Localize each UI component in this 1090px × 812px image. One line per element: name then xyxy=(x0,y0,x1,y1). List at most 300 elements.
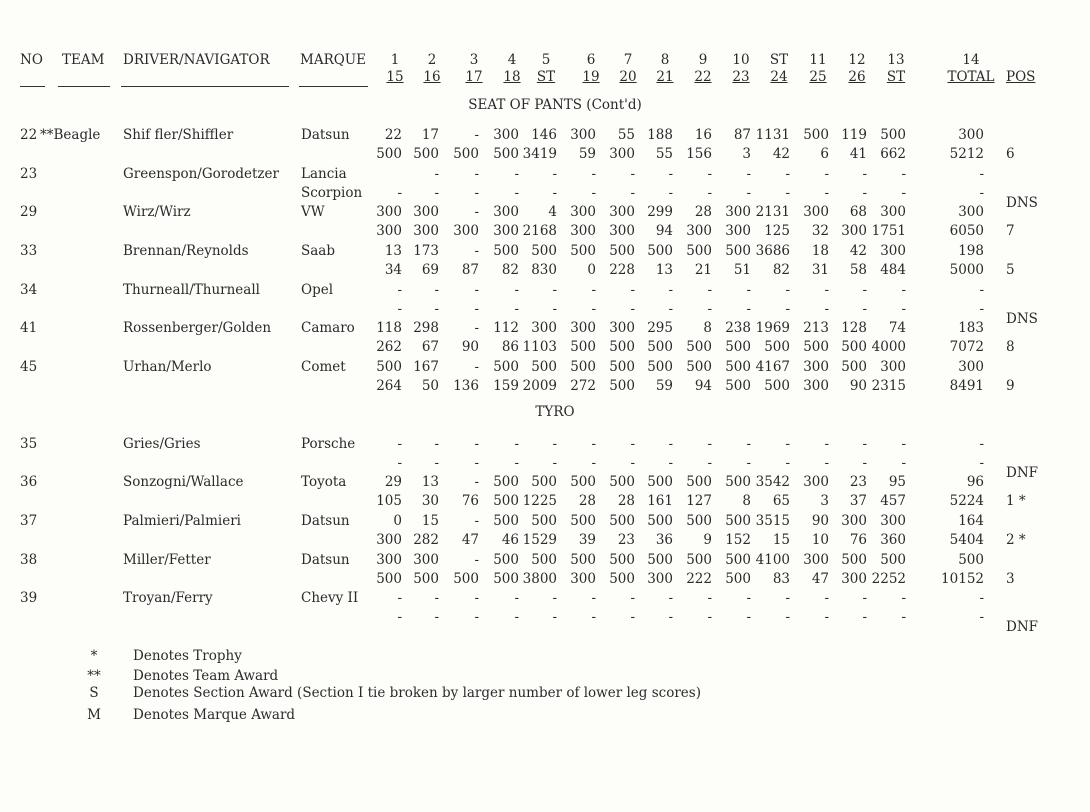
leg-score-bottom: - xyxy=(824,455,829,471)
leg-score-top: 300 xyxy=(725,204,751,220)
leg-score-bottom: - xyxy=(591,185,596,201)
leg-score-top: 188 xyxy=(647,127,673,143)
leg-score-bottom: 28 xyxy=(578,493,596,509)
leg-score-top: - xyxy=(474,359,479,375)
leg-score-top: 1131 xyxy=(755,127,790,143)
leg-score-top: - xyxy=(434,166,439,182)
leg-score-bottom: - xyxy=(434,609,439,625)
leg-score-bottom: 500 xyxy=(725,378,751,394)
leg-score-bottom: 300 xyxy=(376,532,402,548)
leg-score-bottom: 15 xyxy=(772,532,790,548)
leg-score-top: 298 xyxy=(413,320,439,336)
leg-score-bottom: 37 xyxy=(849,493,867,509)
leg-score-top: 300 xyxy=(803,359,829,375)
leg-score-bottom: 94 xyxy=(655,223,673,239)
header-leg-top: 8 xyxy=(660,52,670,68)
car-number: 23 xyxy=(20,166,38,182)
leg-score-bottom: - xyxy=(707,301,712,317)
leg-score-top: 90 xyxy=(811,513,829,529)
leg-score-bottom: 500 xyxy=(570,339,596,355)
leg-score-bottom: 8 xyxy=(742,493,751,509)
leg-score-bottom: 2009 xyxy=(522,378,557,394)
leg-score-bottom: 662 xyxy=(880,146,906,162)
leg-score-bottom: 59 xyxy=(655,378,673,394)
leg-score-bottom: - xyxy=(630,609,635,625)
leg-score-bottom: 500 xyxy=(609,378,635,394)
leg-score-top: - xyxy=(630,282,635,298)
leg-score-top: 500 xyxy=(570,552,596,568)
leg-score-bottom: - xyxy=(552,301,557,317)
leg-score-bottom: 1103 xyxy=(522,339,557,355)
leg-score-bottom: 31 xyxy=(811,262,829,278)
header-rule-driver xyxy=(121,86,289,87)
leg-score-top: 238 xyxy=(725,320,751,336)
leg-score-bottom: - xyxy=(746,185,751,201)
header-leg-bottom: TOTAL xyxy=(947,69,995,85)
leg-score-top: - xyxy=(591,166,596,182)
leg-score-top: 183 xyxy=(958,320,984,336)
leg-score-top: 300 xyxy=(880,243,906,259)
car-number: 41 xyxy=(20,320,38,336)
leg-score-top: - xyxy=(785,436,790,452)
leg-score-bottom: 2315 xyxy=(871,378,906,394)
car-number: 34 xyxy=(20,282,38,298)
marque: Datsun xyxy=(301,552,350,568)
leg-score-top: - xyxy=(434,590,439,606)
team-name: **Beagle xyxy=(40,127,101,143)
leg-score-bottom: - xyxy=(668,301,673,317)
leg-score-top: - xyxy=(591,282,596,298)
leg-score-top: 300 xyxy=(609,320,635,336)
leg-score-bottom: 500 xyxy=(413,571,439,587)
leg-score-bottom: - xyxy=(746,301,751,317)
leg-score-bottom: 300 xyxy=(647,571,673,587)
leg-score-top: 4 xyxy=(548,204,557,220)
leg-score-top: 0 xyxy=(393,513,402,529)
legend-symbol: * xyxy=(90,648,98,664)
position: 5 xyxy=(1006,262,1015,278)
marque: Saab xyxy=(301,243,335,259)
leg-score-top: - xyxy=(552,436,557,452)
leg-score-top: 300 xyxy=(880,204,906,220)
header-leg-bottom: ST xyxy=(886,69,906,85)
leg-score-top: 500 xyxy=(647,359,673,375)
leg-score-top: - xyxy=(514,590,519,606)
leg-score-bottom: - xyxy=(785,455,790,471)
leg-score-bottom: 23 xyxy=(617,532,635,548)
leg-score-top: - xyxy=(668,436,673,452)
leg-score-top: 2131 xyxy=(755,204,790,220)
position: 1 * xyxy=(1006,493,1026,509)
leg-score-bottom: 2252 xyxy=(871,571,906,587)
marque: Opel xyxy=(301,282,334,298)
leg-score-top: - xyxy=(552,282,557,298)
leg-score-top: 198 xyxy=(958,243,984,259)
header-leg-bottom: 22 xyxy=(694,69,712,85)
leg-score-top: - xyxy=(474,243,479,259)
driver-navigator: Sonzogni/Wallace xyxy=(123,474,244,490)
leg-score-top: 500 xyxy=(570,359,596,375)
leg-score-bottom: 136 xyxy=(453,378,479,394)
leg-score-top: - xyxy=(552,590,557,606)
driver-navigator: Urhan/Merlo xyxy=(123,359,212,375)
leg-score-bottom: 90 xyxy=(461,339,479,355)
leg-score-top: 500 xyxy=(647,552,673,568)
leg-score-bottom: 500 xyxy=(453,146,479,162)
leg-score-bottom: 500 xyxy=(725,339,751,355)
leg-score-bottom: - xyxy=(397,301,402,317)
marque: VW xyxy=(301,204,325,220)
leg-score-top: 3542 xyxy=(755,474,790,490)
leg-score-bottom: - xyxy=(474,185,479,201)
leg-score-top: 300 xyxy=(803,204,829,220)
leg-score-bottom: 6 xyxy=(820,146,829,162)
leg-score-bottom: 500 xyxy=(376,146,402,162)
leg-score-top: - xyxy=(862,590,867,606)
leg-score-top: 500 xyxy=(686,552,712,568)
leg-score-bottom: 10 xyxy=(811,532,829,548)
leg-score-bottom: 6050 xyxy=(949,223,984,239)
leg-score-bottom: - xyxy=(824,185,829,201)
leg-score-top: - xyxy=(630,590,635,606)
leg-score-top: 74 xyxy=(888,320,906,336)
leg-score-bottom: 500 xyxy=(609,339,635,355)
leg-score-top: 16 xyxy=(694,127,712,143)
header-leg-bottom: 17 xyxy=(465,69,483,85)
leg-score-bottom: - xyxy=(474,609,479,625)
leg-score-bottom: 5000 xyxy=(949,262,984,278)
leg-score-top: - xyxy=(668,166,673,182)
header-driver: DRIVER/NAVIGATOR xyxy=(123,52,270,68)
leg-score-top: 500 xyxy=(880,127,906,143)
leg-score-top: 23 xyxy=(849,474,867,490)
header-leg-bottom: ST xyxy=(536,69,556,85)
driver-navigator: Shif fler/Shiffler xyxy=(123,127,234,143)
leg-score-bottom: - xyxy=(862,185,867,201)
leg-score-bottom: 830 xyxy=(531,262,557,278)
leg-score-bottom: 152 xyxy=(725,532,751,548)
leg-score-bottom: - xyxy=(397,185,402,201)
header-leg-bottom: 18 xyxy=(503,69,521,85)
leg-score-bottom: - xyxy=(552,455,557,471)
leg-score-top: 167 xyxy=(413,359,439,375)
legend-text: Denotes Section Award (Section I tie broken by larger number of lower leg scores) xyxy=(133,685,701,701)
marque: Toyota xyxy=(301,474,347,490)
leg-score-top: 300 xyxy=(570,204,596,220)
leg-score-bottom: - xyxy=(979,185,984,201)
car-number: 39 xyxy=(20,590,38,606)
leg-score-top: - xyxy=(397,282,402,298)
leg-score-top: 500 xyxy=(647,474,673,490)
leg-score-bottom: 83 xyxy=(772,571,790,587)
leg-score-top: 22 xyxy=(384,127,402,143)
leg-score-bottom: 50 xyxy=(421,378,439,394)
position: 8 xyxy=(1006,339,1015,355)
car-number: 22 xyxy=(20,127,38,143)
leg-score-top: - xyxy=(434,282,439,298)
leg-score-top: - xyxy=(746,282,751,298)
leg-score-bottom: 125 xyxy=(764,223,790,239)
header-leg-top: 13 xyxy=(887,52,905,68)
leg-score-top: - xyxy=(707,436,712,452)
leg-score-top: - xyxy=(824,166,829,182)
driver-navigator: Palmieri/Palmieri xyxy=(123,513,241,529)
leg-score-bottom: - xyxy=(591,609,596,625)
leg-score-bottom: 8491 xyxy=(949,378,984,394)
leg-score-bottom: - xyxy=(979,455,984,471)
leg-score-top: 300 xyxy=(413,552,439,568)
leg-score-top: 29 xyxy=(384,474,402,490)
leg-score-bottom: - xyxy=(746,455,751,471)
leg-score-top: - xyxy=(979,282,984,298)
header-rule-no xyxy=(20,86,45,87)
leg-score-bottom: - xyxy=(707,609,712,625)
leg-score-top: 500 xyxy=(531,474,557,490)
leg-score-top: 500 xyxy=(647,513,673,529)
header-leg-top: 5 xyxy=(541,52,551,68)
leg-score-top: 118 xyxy=(376,320,402,336)
leg-score-top: 112 xyxy=(493,320,519,336)
header-leg-bottom: 25 xyxy=(809,69,827,85)
leg-score-top: 500 xyxy=(493,243,519,259)
leg-score-top: 1969 xyxy=(755,320,790,336)
leg-score-top: 500 xyxy=(570,513,596,529)
leg-score-bottom: 39 xyxy=(578,532,596,548)
leg-score-top: 13 xyxy=(384,243,402,259)
leg-score-bottom: 3 xyxy=(742,146,751,162)
leg-score-bottom: 32 xyxy=(811,223,829,239)
leg-score-bottom: - xyxy=(434,455,439,471)
header-team: TEAM xyxy=(62,52,105,68)
leg-score-top: - xyxy=(746,590,751,606)
leg-score-top: 500 xyxy=(531,243,557,259)
leg-score-bottom: 500 xyxy=(841,339,867,355)
leg-score-bottom: 300 xyxy=(570,223,596,239)
leg-score-top: - xyxy=(785,590,790,606)
marque: Datsun xyxy=(301,513,350,529)
leg-score-top: 500 xyxy=(725,474,751,490)
leg-score-bottom: - xyxy=(514,609,519,625)
leg-score-top: - xyxy=(668,590,673,606)
leg-score-top: - xyxy=(474,320,479,336)
leg-score-top: - xyxy=(514,436,519,452)
leg-score-bottom: - xyxy=(862,455,867,471)
leg-score-top: - xyxy=(397,590,402,606)
leg-score-top: - xyxy=(862,282,867,298)
leg-score-top: 164 xyxy=(958,513,984,529)
leg-score-bottom: 500 xyxy=(803,339,829,355)
header-leg-top: 3 xyxy=(469,52,479,68)
car-number: 38 xyxy=(20,552,38,568)
leg-score-top: 300 xyxy=(803,474,829,490)
position: 2 * xyxy=(1006,532,1026,548)
leg-score-bottom: 51 xyxy=(733,262,751,278)
header-leg-top: ST xyxy=(769,52,789,68)
leg-score-bottom: 1529 xyxy=(522,532,557,548)
driver-navigator: Rossenberger/Golden xyxy=(123,320,272,336)
leg-score-top: - xyxy=(901,436,906,452)
leg-score-bottom: 264 xyxy=(376,378,402,394)
leg-score-top: 213 xyxy=(803,320,829,336)
leg-score-top: 300 xyxy=(376,552,402,568)
leg-score-bottom: 47 xyxy=(461,532,479,548)
header-leg-top: 4 xyxy=(507,52,517,68)
leg-score-top: 15 xyxy=(421,513,439,529)
leg-score-top: 500 xyxy=(531,513,557,529)
marque-line2: Scorpion xyxy=(301,185,363,201)
leg-score-bottom: 4000 xyxy=(871,339,906,355)
leg-score-bottom: - xyxy=(746,609,751,625)
leg-score-top: 300 xyxy=(570,320,596,336)
leg-score-top: 17 xyxy=(421,127,439,143)
leg-score-top: 500 xyxy=(493,513,519,529)
header-leg-bottom: 24 xyxy=(770,69,788,85)
leg-score-bottom: 9 xyxy=(703,532,712,548)
leg-score-top: - xyxy=(474,513,479,529)
leg-score-top: 3515 xyxy=(755,513,790,529)
car-number: 29 xyxy=(20,204,38,220)
leg-score-bottom: - xyxy=(434,301,439,317)
leg-score-top: 87 xyxy=(733,127,751,143)
leg-score-top: - xyxy=(474,204,479,220)
header-leg-top: 1 xyxy=(390,52,400,68)
leg-score-top: 300 xyxy=(880,513,906,529)
leg-score-bottom: 300 xyxy=(841,571,867,587)
leg-score-bottom: 272 xyxy=(570,378,596,394)
leg-score-top: 500 xyxy=(570,243,596,259)
leg-score-bottom: 65 xyxy=(772,493,790,509)
position: 9 xyxy=(1006,378,1015,394)
leg-score-top: 18 xyxy=(811,243,829,259)
header-leg-bottom: 19 xyxy=(582,69,600,85)
leg-score-bottom: - xyxy=(901,609,906,625)
leg-score-top: 300 xyxy=(880,359,906,375)
leg-score-bottom: 76 xyxy=(849,532,867,548)
leg-score-bottom: 500 xyxy=(493,571,519,587)
leg-score-top: - xyxy=(824,590,829,606)
car-number: 37 xyxy=(20,513,38,529)
leg-score-bottom: 3800 xyxy=(522,571,557,587)
leg-score-top: 500 xyxy=(686,243,712,259)
leg-score-top: - xyxy=(785,282,790,298)
header-leg-bottom: 23 xyxy=(732,69,750,85)
leg-score-bottom: 5224 xyxy=(949,493,984,509)
position: 6 xyxy=(1006,146,1015,162)
leg-score-top: 500 xyxy=(609,552,635,568)
marque: Comet xyxy=(301,359,346,375)
leg-score-top: - xyxy=(824,282,829,298)
leg-score-top: 146 xyxy=(531,127,557,143)
leg-score-bottom: 500 xyxy=(609,571,635,587)
leg-score-bottom: 300 xyxy=(609,223,635,239)
leg-score-top: 300 xyxy=(841,513,867,529)
leg-score-top: 500 xyxy=(376,359,402,375)
leg-score-top: 4167 xyxy=(755,359,790,375)
leg-score-bottom: - xyxy=(707,185,712,201)
leg-score-top: 500 xyxy=(570,474,596,490)
leg-score-bottom: 300 xyxy=(609,146,635,162)
leg-score-bottom: 300 xyxy=(376,223,402,239)
leg-score-bottom: - xyxy=(397,609,402,625)
leg-score-top: 500 xyxy=(725,513,751,529)
leg-score-bottom: 105 xyxy=(376,493,402,509)
leg-score-bottom: 1225 xyxy=(522,493,557,509)
leg-score-bottom: 228 xyxy=(609,262,635,278)
leg-score-top: - xyxy=(552,166,557,182)
leg-score-bottom: 5212 xyxy=(949,146,984,162)
leg-score-top: - xyxy=(514,166,519,182)
legend-symbol: S xyxy=(89,685,99,701)
leg-score-bottom: 1751 xyxy=(871,223,906,239)
leg-score-top: - xyxy=(474,282,479,298)
header-leg-top: 2 xyxy=(427,52,437,68)
leg-score-top: 4100 xyxy=(755,552,790,568)
leg-score-bottom: - xyxy=(707,455,712,471)
leg-score-top: - xyxy=(474,166,479,182)
leg-score-bottom: 86 xyxy=(501,339,519,355)
leg-score-top: 500 xyxy=(686,474,712,490)
leg-score-bottom: 484 xyxy=(880,262,906,278)
leg-score-top: 500 xyxy=(647,243,673,259)
leg-score-bottom: - xyxy=(901,185,906,201)
leg-score-top: 68 xyxy=(849,204,867,220)
leg-score-top: 500 xyxy=(686,513,712,529)
leg-score-bottom: - xyxy=(824,301,829,317)
leg-score-bottom: 222 xyxy=(686,571,712,587)
leg-score-top: - xyxy=(785,166,790,182)
marque: Chevy II xyxy=(301,590,359,606)
leg-score-bottom: 34 xyxy=(384,262,402,278)
leg-score-top: - xyxy=(474,552,479,568)
leg-score-top: - xyxy=(474,436,479,452)
leg-score-top: 500 xyxy=(725,243,751,259)
leg-score-bottom: - xyxy=(630,185,635,201)
leg-score-bottom: 500 xyxy=(376,571,402,587)
leg-score-top: - xyxy=(591,590,596,606)
leg-score-bottom: - xyxy=(630,301,635,317)
header-leg-top: 10 xyxy=(732,52,750,68)
leg-score-top: - xyxy=(630,436,635,452)
leg-score-top: - xyxy=(862,166,867,182)
leg-score-bottom: 41 xyxy=(849,146,867,162)
leg-score-bottom: 42 xyxy=(772,146,790,162)
leg-score-top: 300 xyxy=(803,552,829,568)
leg-score-top: - xyxy=(901,590,906,606)
leg-score-bottom: 69 xyxy=(421,262,439,278)
leg-score-bottom: 262 xyxy=(376,339,402,355)
leg-score-bottom: - xyxy=(824,609,829,625)
driver-navigator: Troyan/Ferry xyxy=(123,590,213,606)
leg-score-bottom: 67 xyxy=(421,339,439,355)
leg-score-bottom: 300 xyxy=(413,223,439,239)
header-rule-marque xyxy=(299,86,368,87)
leg-score-bottom: 500 xyxy=(493,493,519,509)
leg-score-bottom: 159 xyxy=(493,378,519,394)
header-leg-bottom: 20 xyxy=(619,69,637,85)
leg-score-bottom: - xyxy=(514,455,519,471)
leg-score-bottom: 300 xyxy=(453,223,479,239)
header-leg-top: 9 xyxy=(698,52,708,68)
marque: Camaro xyxy=(301,320,355,336)
leg-score-bottom: 300 xyxy=(803,378,829,394)
leg-score-bottom: - xyxy=(552,609,557,625)
driver-navigator: Miller/Fetter xyxy=(123,552,211,568)
leg-score-bottom: - xyxy=(630,455,635,471)
leg-score-top: 128 xyxy=(841,320,867,336)
leg-score-bottom: - xyxy=(785,185,790,201)
header-leg-bottom: 26 xyxy=(848,69,866,85)
leg-score-bottom: - xyxy=(668,609,673,625)
